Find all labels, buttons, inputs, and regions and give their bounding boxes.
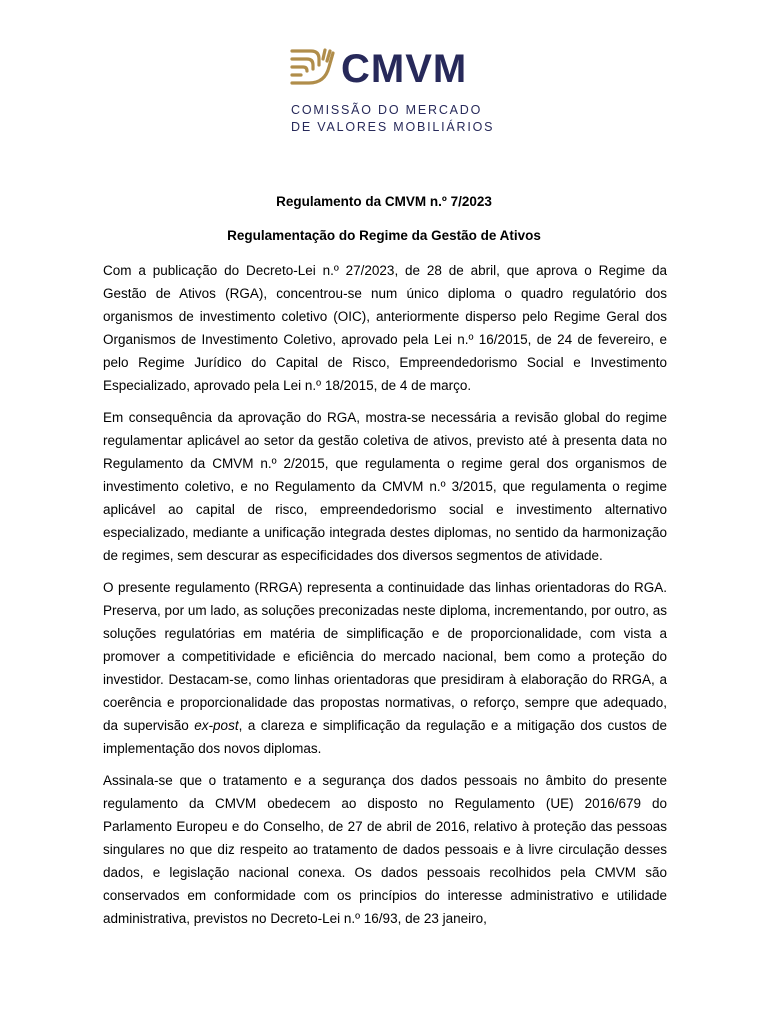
paragraph-2: Em consequência da aprovação do RGA, mostra-se necessária a revisão global do regime regulamentar aplicável ao setor da gestão coletiva de ativos, previsto até à presenta data no Regulamento da CMVM n.º 2/2015, que regulamenta o regime geral dos organismos de investimento coletivo, e no Regulamento da CMVM n.º 3/2015, que regulamenta o regime aplicável ao capital de risco, empreendedorismo social e investimento alternativo especializado, mediante a unificação integrada destes diplomas, no sentido da harmonização de regimes, sem descurar as especificidades dos diversos segmentos de atividade. — [103, 410, 667, 563]
document-subtitle: Regulamentação do Regime da Gestão de Ativos — [227, 228, 541, 243]
document-title: Regulamento da CMVM n.º 7/2023 — [276, 194, 492, 209]
logo-subtitle-line2: DE VALORES MOBILIÁRIOS — [291, 120, 495, 134]
paragraph-3-text-end: , a clareza e simplificação da regulação e a mitigação dos custos de implementação dos novos diplomas. — [103, 718, 667, 756]
paragraph-3-italic-term: ex-post — [194, 718, 239, 733]
paragraph-3 — [103, 576, 667, 760]
paragraph-1: Com a publicação do Decreto-Lei n.º 27/2023, de 28 de abril, que aprova o Regime da Gestão de Ativos (RGA), concentrou-se num único diploma o quadro regulatório dos organismos de investimento coletivo (OIC), anteriormente disperso pelo Regime Geral dos Organismos de Investimento Coletivo, aprovado pela Lei n.º 16/2015, de 24 de fevereiro, e pelo Regime Jurídico do Capital de Risco, Empreendedorismo Social e Investimento Especializado, aprovado pela Lei n.º 18/2015, de 4 de março. — [103, 263, 667, 393]
document-body — [103, 259, 667, 939]
cmvm-emblem-icon — [289, 47, 337, 91]
cmvm-logo — [289, 46, 495, 136]
paragraph-4: Assinala-se que o tratamento e a segurança dos dados pessoais no âmbito do presente regulamento da CMVM obedecem ao disposto no Regulamento (UE) 2016/679 do Parlamento Europeu e do Conselho, de 27 de abril de 2016, relativo à proteção das pessoas singulares no que diz respeito ao tratamento de dados pessoais e à livre circulação desses dados, e legislação nacional conexa. Os dados pessoais recolhidos pela CMVM são conservados em conformidade com os princípios do interesse administrativo e utilidade administrativa, previstos no Decreto-Lei n.º 16/93, de 23 janeiro, — [103, 773, 667, 926]
logo-subtitle-line1: COMISSÃO DO MERCADO — [291, 103, 483, 117]
logo-wordmark: CMVM — [341, 47, 468, 91]
paragraph-3-text-start: O presente regulamento (RRGA) representa a continuidade das linhas orientadoras do RGA. Preserva, por um lado, as soluções preconizadas neste diploma, incrementando, por outro, as soluções regulatórias em matéria de simplificação e de proporcionalidade, com vista a promover a competitividade e eficiência do mercado nacional, bem como a proteção do investidor. Destacam-se, como linhas orientadoras que presidiram à elaboração do RRGA, a coerência e proporcionalidade das propostas normativas, o reforço, sempre que adequado, da supervisão — [103, 580, 667, 733]
